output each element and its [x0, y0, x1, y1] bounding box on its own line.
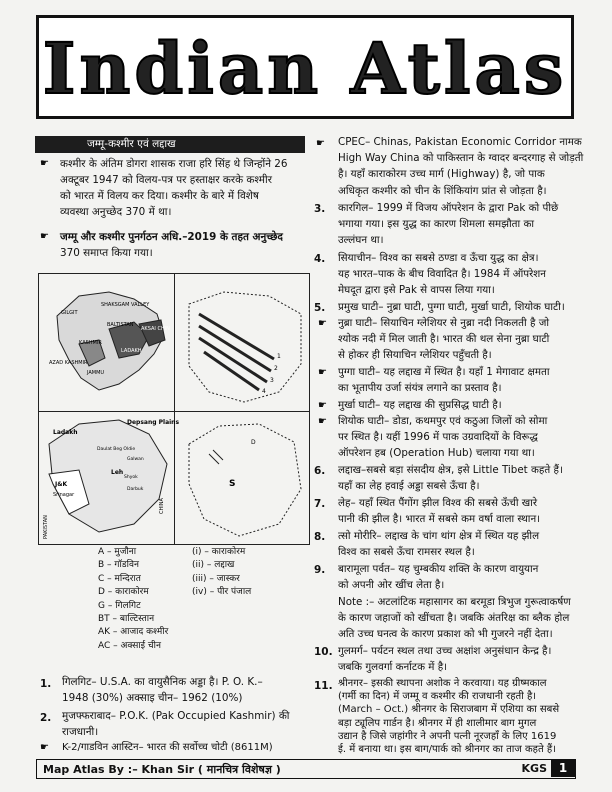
list-number: 4.: [314, 253, 326, 265]
map-grid: [38, 273, 310, 545]
map3-label-leh: Leh: [111, 469, 124, 476]
bullet-icon: ☛: [40, 158, 49, 169]
map1-label-gilgit: GILGIT: [61, 310, 78, 316]
bullet-icon: ☛: [40, 742, 49, 753]
right-item-kargil: कारगिल– 1999 में विजय ऑपरेशन के द्वारा Pak को पीछे भगाया गया। इस युद्ध का कारण शिमला समझौता का उल्लंघन था।: [338, 202, 559, 247]
right-item-pugga: पुग्गा घाटी– यह लद्दाख में स्थित है। यहाँ 1 मेगावाट क्षमता का भूतापीय उर्जा संयंत्र लगाने का प्रस्ताव है।: [338, 366, 550, 395]
map1-label-baltistan: BALTISTAN: [107, 322, 134, 328]
map2-label-1: 1: [277, 353, 281, 360]
map3-label-srinagar: Srinagar: [53, 492, 75, 498]
map1-label-aksai-chin: AKSAI CHIN: [141, 326, 170, 332]
bullet-icon: ☛: [318, 318, 327, 329]
right-item-leh: लेह– यहाँ स्थित पैंगोंग झील विश्व की सबसे ऊँची खारे पानी की झील है। भारत में सबसे कम वर्षा वाला स्थान।: [338, 497, 541, 526]
right-item-siachen: सियाचीन– विश्व का सबसे ठण्डा व ऊँचा युद्ध का क्षेत्र। यह भारत–पाक के बीच विवादित है। 1984 में ऑपरेशन मेघदूत द्वारा इसे Pak से वापस लिया गया।: [338, 252, 547, 297]
page-footer: [36, 759, 576, 779]
right-item-tso-moriri: त्सो मोरीरि– लद्दाख के चांग थांग क्षेत्र में स्थित यह झील विश्व का सबसे ऊँचा रामसर स्थल है।: [338, 530, 540, 559]
map3-label-darbuk: Darbuk: [127, 487, 144, 492]
map2-label-2: 2: [274, 365, 278, 372]
section-heading: जम्मू-कश्मीर एवं लद्दाख: [35, 136, 305, 153]
page-number: 1: [551, 760, 575, 777]
list-item-muzaffarabad: मुजफ्फराबाद– P.O.K. (Pak Occupied Kashmir) की राजधानी।: [62, 710, 290, 738]
map2-label-4: 4: [262, 388, 266, 395]
list-number: 1.: [40, 678, 52, 690]
footer-credit: Map Atlas By :– Khan Sir ( मानचित्र विशेषज्ञ ): [43, 763, 281, 776]
map1-label-jammu: JAMMU: [87, 370, 105, 376]
map3-label-china: CHINA: [159, 498, 165, 514]
list-number: 2.: [40, 712, 52, 724]
legend-right: (i) – काराकोरम (ii) – लद्दाख (iii) – जास्कर (iv) – पीर पंजाल: [192, 547, 252, 598]
list-number: 10.: [314, 646, 333, 658]
right-item-shyok: शियोक घाटी– डोडा, कथमपुर एवं कठुआ जिलों को सोमा पर स्थित है। यहीं 1996 में पाक उग्रवादियों के विरूद्ध ऑपरेशन हब (Operation Hub) चलाया गया था।: [338, 415, 548, 460]
list-number: 8.: [314, 531, 326, 543]
map3-label-jk: J&K: [55, 481, 68, 488]
map3-label-depsang: Depsang Plains: [127, 419, 180, 426]
list-number: 6.: [314, 465, 326, 477]
map1-label-shaksgam: SHAKSGAM VALLEY: [101, 302, 150, 308]
right-item-baramula: बारामूला पर्वत– यह चुम्बकीय शक्ति के कारण वायुयान को अपनी ओर खींच लेता है।: [338, 563, 539, 592]
map3-label-ladakh: Ladakh: [53, 429, 78, 436]
legend-left: A – मुजौना B – गॉडविन C – मन्दिरात D – काराकोरम G – गिलगिट BT – बाल्टिस्तान AK – आजाद कश्मीर AC – अक्साई चीन: [98, 547, 169, 651]
title-banner: [36, 15, 574, 119]
map-grid-svg: [39, 274, 309, 544]
map3-label-dbo: Daulat Beg Oldie: [97, 447, 136, 452]
list-number: 7.: [314, 498, 326, 510]
right-item-nubra: नुब्रा घाटी– सियाचिन ग्लेशियर से नुब्रा नदी निकलती है जो श्योक नदी में मिल जाती है। भारत की थल सेना नुब्रा घाटी से होकर ही सियाचिन ग्लेशियर पहुँचती है।: [338, 317, 550, 362]
bullet-icon: ☛: [40, 231, 49, 242]
bullet-icon: ☛: [318, 367, 327, 378]
map1-label-azad-kashmir: AZAD KASHMIR: [49, 360, 88, 366]
list-number: 5.: [314, 302, 326, 314]
right-item-gulmarg: गुलमर्ग– पर्यटन स्थल तथा उच्च अक्षांश अनुसंधान केन्द्र है। जबकि गुलवर्गा कर्नाटक में है।: [338, 645, 552, 674]
list-item-gilgit: गिलगिट– U.S.A. का वायुसैनिक अड्डा है। P. O. K.– 1948 (30%) अक्साइ चीन– 1962 (10%): [62, 676, 263, 704]
map-passes: [189, 424, 301, 536]
bullet-icon: ☛: [316, 138, 325, 149]
list-number: 11.: [314, 680, 333, 692]
map1-label-kashmir: KASHMIR: [79, 340, 102, 346]
map3-label-shyok: Shyok: [124, 475, 138, 480]
right-item-srinagar: श्रीनगर– इसकी स्थापना अशोक ने करवाया। यह ग्रीष्मकाल (गर्मी का दिन) में जम्मू व कश्मीर की राजधानी रहती है। (March – Oct.) श्रीनगर के सिराजबाग में एशिया का सबसे बड़ा ट्यूलिप गार्डन है। श्रीनगर में ही शालीमार बाग मुगल उद्यान है जिसे जहांगीर ने अपनी पत्नी नूरजहाँ के लिए 1619 ई. में बनाया था। इस बाग/पार्क को श्रीनगर का ताज कहते हैं।: [338, 678, 560, 756]
map1-label-ladakh: LADAKH: [121, 348, 142, 354]
map4-label-s: S: [229, 479, 236, 489]
page-title: Indian Atlas: [42, 27, 568, 110]
map2-label-3: 3: [270, 377, 274, 384]
bullet-icon: ☛: [318, 416, 327, 427]
right-item-ladakh: लद्दाख–सबसे बड़ा संसदीय क्षेत्र, इसे Little Tibet कहते हैं। यहाँ का लेह हवाई अड्डा सबसे ऊँचा है।: [338, 464, 563, 493]
footer-code: KGS: [521, 762, 547, 775]
map4-label-d: D: [251, 439, 256, 446]
map-mountain-ranges: [189, 292, 301, 402]
list-item-k2: K-2/गाडविन आस्टिन– भारत की सर्वोच्च चोटी (8611M): [62, 742, 273, 753]
right-item-note: Note :– अटलांटिक महासागर का बरमूडा त्रिभुज गुरूत्वाकर्षण के कारण जहाजों को खींचता है। जबकि अंतरिक्ष का ब्लैक होल अति उच्च घनत्व के कारण प्रकाश को भी गुजरने नहीं देता।: [338, 596, 571, 641]
map3-label-galwan: Galwan: [127, 457, 144, 462]
intro-paragraph-2: जम्मू और कश्मीर पुनर्गठन अधि.–2019 के तहत अनुच्छेद 370 समाप्त किया गया।: [60, 231, 283, 259]
right-item-murkha: मुर्खा घाटी– यह लद्दाख की सुप्रसिद्ध घाटी है।: [338, 399, 502, 411]
map-ladakh-jk: [43, 419, 179, 539]
right-item-valleys: प्रमुख घाटी– नुब्रा घाटी, पुग्गा घाटी, मुर्खा घाटी, शियोक घाटी।: [338, 301, 565, 313]
list-number: 9.: [314, 564, 326, 576]
right-item-cpec: CPEC– Chinas, Pakistan Economic Corridor नामक High Way China को पाकिस्तान के ग्वादर बन्दरगाह से जोड़ती है। यहाँ काराकोरम उच्च मार्ग (Highway) है, जो पाक अधिकृत कश्मीर को चीन के शिंकियांग प्रांत से जोड़ता है।: [338, 136, 584, 197]
list-number: 3.: [314, 203, 326, 215]
map3-label-pakistan: PAKISTAN: [43, 515, 49, 539]
map-kashmir-regions: [49, 292, 170, 390]
intro-paragraph-1: कश्मीर के अंतिम डोगरा शासक राजा हरि सिंह थे जिन्होंने 26 अक्टूबर 1947 को विलय-पत्र पर हस्ताक्षर करके कश्मीर को भारत में विलय कर दिया। कश्मीर के बारे में विशेष व्यवस्था अनुच्छेद 370 में था।: [60, 158, 288, 218]
bullet-icon: ☛: [318, 400, 327, 411]
